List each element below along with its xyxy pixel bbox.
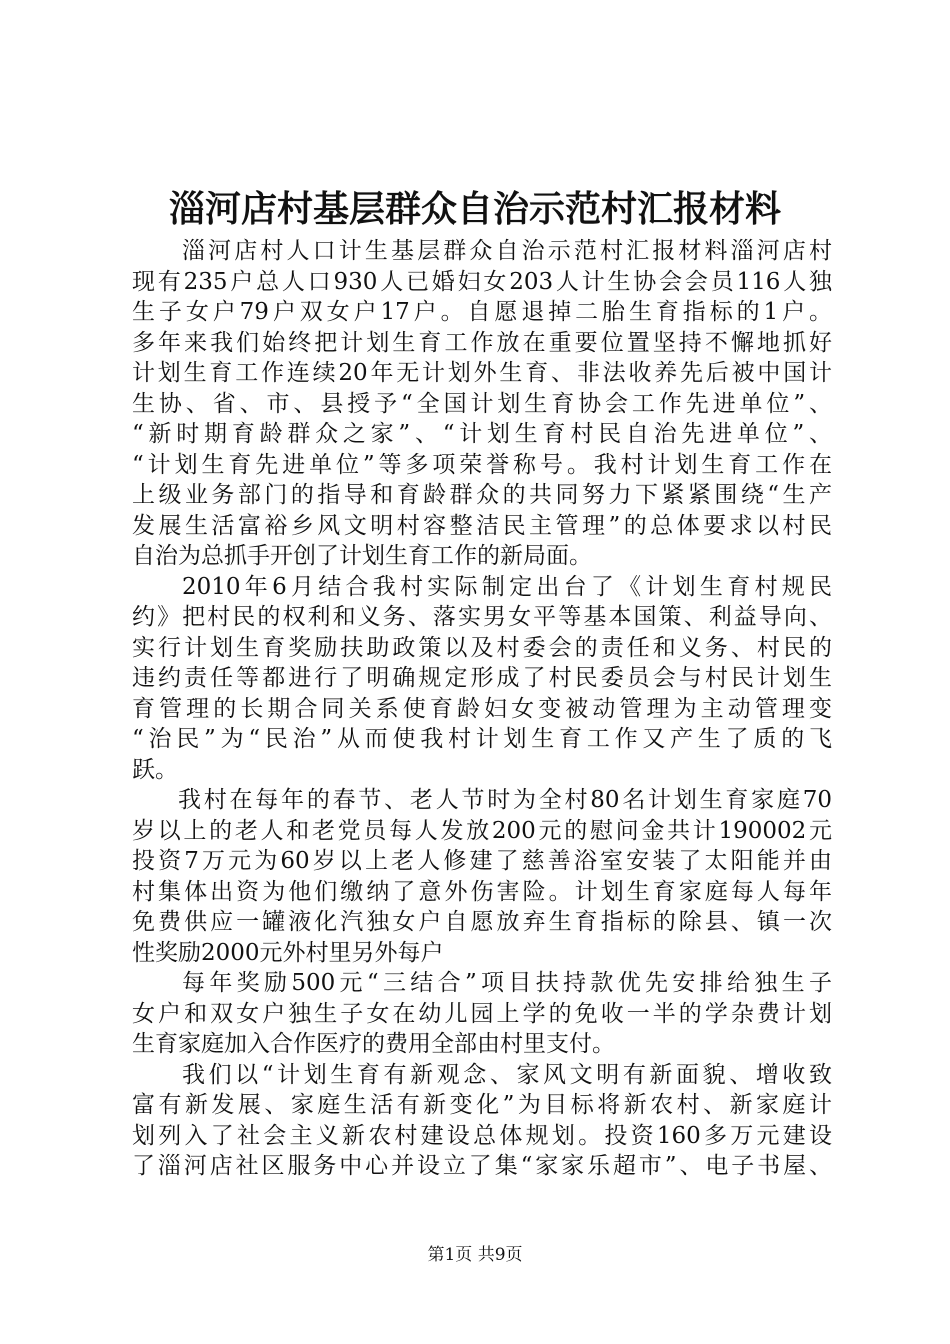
text-line: 发展生活富裕乡风文明村容整洁民主管理”的总体要求以村民 [132, 512, 832, 539]
text-line: 我村在每年的春节、老人节时为全村80名计划生育家庭70 [178, 787, 832, 813]
text-line: 上级业务部门的指导和育龄群众的共同努力下紧紧围绕“生产 [132, 482, 832, 508]
text-line: 淄河店村人口计生基层群众自治示范村汇报材料淄河店村 [182, 238, 832, 264]
text-line: 2010年6月结合我村实际制定出台了《计划生育村规民 [182, 573, 832, 600]
paragraph-1 [132, 236, 832, 572]
text-line: 计划生育工作连续20年无计划外生育、非法收养先后被中国计 [132, 360, 832, 386]
text-line: 现有235户总人口930人已婚妇女203人计生协会会员116人独 [132, 268, 832, 295]
text-line: 生育家庭加入合作医疗的费用全部由村里支付。 [132, 1031, 615, 1057]
text-line: 女户和双女户独生子女在幼儿园上学的免收一半的学杂费计划 [132, 1000, 832, 1027]
page-number-footer: 第1页 共9页 [427, 1245, 523, 1265]
text-line: “计划生育先进单位”等多项荣誉称号。我村计划生育工作在 [132, 451, 832, 478]
text-line: 富有新发展、家庭生活有新变化”为目标将新农村、新家庭计 [132, 1092, 832, 1118]
text-line: 每年奖励500元“三结合”项目扶持款优先安排给独生子 [182, 970, 832, 996]
text-line: “新时期育龄群众之家”、“计划生育村民自治先进单位”、 [132, 421, 832, 447]
text-line: 投资7万元为60岁以上老人修建了慈善浴室安装了太阳能并由 [132, 848, 832, 874]
text-line: 跃。 [132, 756, 178, 783]
text-line: 生子女户79户双女户17户。自愿退掉二胎生育指标的1户。 [132, 299, 832, 325]
text-line: 我们以“计划生育有新观念、家风文明有新面貌、增收致 [182, 1061, 832, 1088]
document-body [132, 236, 832, 1182]
text-line: 多年来我们始终把计划生育工作放在重要位置坚持不懈地抓好 [132, 329, 832, 356]
paragraph-5 [132, 1060, 832, 1182]
text-line: 了淄河店社区服务中心并设立了集“家家乐超市”、电子书屋、 [132, 1153, 832, 1179]
text-line: 生协、省、市、县授予“全国计划生育协会工作先进单位”、 [132, 390, 832, 417]
document-title: 淄河店村基层群众自治示范村汇报材料 [168, 188, 781, 230]
text-line: 约》把村民的权利和义务、落实男女平等基本国策、利益导向、 [132, 604, 832, 630]
text-line: 岁以上的老人和老党员每人发放200元的慰问金共计190002元 [132, 817, 832, 844]
text-line: 免费供应一罐液化汽独女户自愿放弃生育指标的除县、镇一次 [132, 909, 832, 935]
paragraph-3 [132, 785, 832, 968]
text-line: “治民”为“民治”从而使我村计划生育工作又产生了质的飞 [132, 726, 832, 752]
text-line: 实行计划生育奖励扶助政策以及村委会的责任和义务、村民的 [132, 634, 832, 661]
paragraph-2 [132, 572, 832, 786]
text-line: 性奖励2000元外村里另外每户 [132, 939, 444, 966]
text-line: 村集体出资为他们缴纳了意外伤害险。计划生育家庭每人每年 [132, 878, 832, 905]
paragraph-4 [132, 968, 832, 1060]
text-line: 自治为总抓手开创了计划生育工作的新局面。 [132, 543, 592, 569]
text-line: 违约责任等都进行了明确规定形成了村民委员会与村民计划生 [132, 665, 832, 691]
text-line: 划列入了社会主义新农村建设总体规划。投资160多万元建设 [132, 1122, 832, 1149]
text-line: 育管理的长期合同关系使育龄妇女变被动管理为主动管理变 [132, 695, 832, 722]
